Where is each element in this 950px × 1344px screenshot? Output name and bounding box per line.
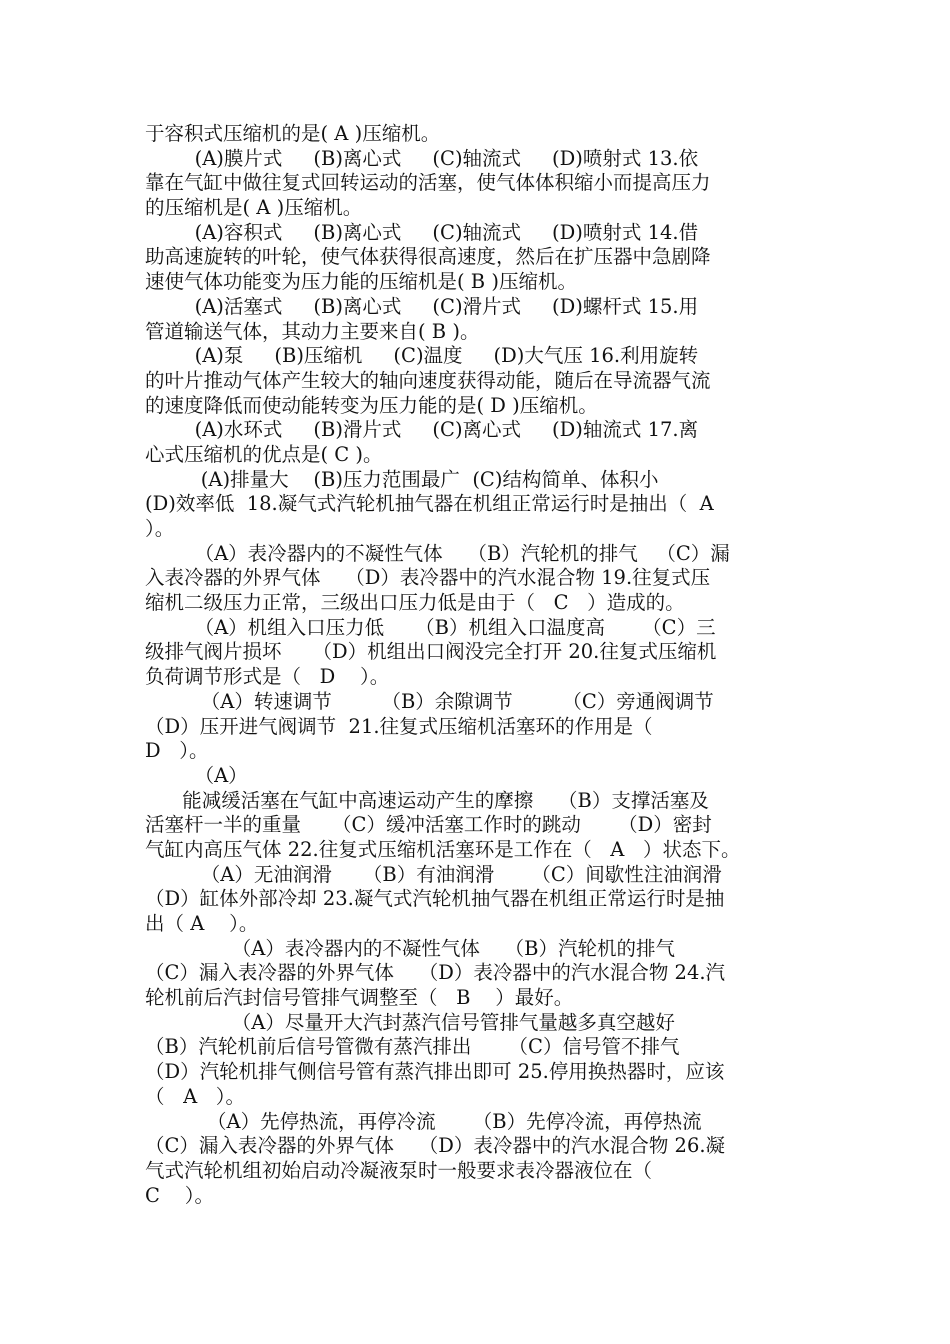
text-line: （A）无油润滑 （B）有油润滑 （C）间歇性注油润滑 bbox=[145, 862, 722, 886]
text-line: （D）缸体外部冷却 23.凝气式汽轮机抽气器在机组正常运行时是抽 bbox=[145, 887, 725, 911]
text-line: （A）机组入口压力低 （B）机组入口温度高 （C）三 bbox=[145, 615, 716, 639]
text-line: (A)容积式 (B)离心式 (C)轴流式 (D)喷射式 14.借 bbox=[145, 220, 699, 244]
text-line: 助高速旋转的叶轮，使气体获得很高速度，然后在扩压器中急剧降 bbox=[145, 245, 711, 269]
text-line: （C）漏入表冷器的外界气体 （D）表冷器中的汽水混合物 26.凝 bbox=[145, 1134, 726, 1158]
text-line: （A）表冷器内的不凝性气体 （B）汽轮机的排气 （C）漏 bbox=[145, 541, 730, 565]
text-line: （C）漏入表冷器的外界气体 （D）表冷器中的汽水混合物 24.汽 bbox=[145, 961, 726, 985]
text-line: 速使气体功能变为压力能的压缩机是( B )压缩机。 bbox=[145, 270, 577, 294]
text-line: （A）尽量开大汽封蒸汽信号管排气量越多真空越好 bbox=[145, 1010, 675, 1034]
text-line: （D）压开进气阀调节 21.往复式压缩机活塞环的作用是（ bbox=[145, 714, 653, 738]
text-line: （B）汽轮机前后信号管微有蒸汽排出 （C）信号管不排气 bbox=[145, 1035, 680, 1059]
text-line: 气式汽轮机组初始启动冷凝液泵时一般要求表冷器液位在（ bbox=[145, 1158, 653, 1182]
text-line: （A）先停热流，再停冷流 （B）先停冷流，再停热流 bbox=[145, 1109, 702, 1133]
text-line: D ）。 bbox=[145, 739, 209, 763]
text-line: (A)水环式 (B)滑片式 (C)离心式 (D)轴流式 17.离 bbox=[145, 418, 699, 442]
text-line: 的压缩机是( A )压缩机。 bbox=[145, 196, 363, 220]
text-line: (A)活塞式 (B)离心式 (C)滑片式 (D)螺杆式 15.用 bbox=[145, 294, 699, 318]
text-line: 负荷调节形式是（ D ）。 bbox=[145, 665, 390, 689]
text-line: (A)膜片式 (B)离心式 (C)轴流式 (D)喷射式 13.依 bbox=[145, 146, 699, 170]
text-line: 级排气阀片损坏 （D）机组出口阀没完全打开 20.往复式压缩机 bbox=[145, 640, 717, 664]
text-line: 活塞杆一半的重量 （C）缓冲活塞工作时的跳动 （D）密封 bbox=[145, 813, 712, 837]
text-line: 能减缓活塞在气缸中高速运动产生的摩擦 （B）支撑活塞及 bbox=[145, 788, 709, 812]
text-line: （ A ）。 bbox=[145, 1084, 246, 1108]
text-line: 的速度降低而使动能转变为压力能的是( D )压缩机。 bbox=[145, 393, 598, 417]
text-line: ）。 bbox=[145, 517, 175, 540]
text-line: 的叶片推动气体产生较大的轴向速度获得动能，随后在导流器气流 bbox=[145, 368, 711, 392]
text-line: 心式压缩机的优点是( C )。 bbox=[145, 442, 383, 466]
text-line: （D）汽轮机排气侧信号管有蒸汽排出即可 25.停用换热器时，应该 bbox=[145, 1060, 725, 1084]
text-line: 缩机二级压力正常，三级出口压力低是由于（ C ）造成的。 bbox=[145, 591, 685, 615]
text-line: （A）表冷器内的不凝性气体 （B）汽轮机的排气 bbox=[145, 936, 675, 960]
text-line: 入表冷器的外界气体 （D）表冷器中的汽水混合物 19.往复式压 bbox=[145, 566, 711, 590]
text-line: （A）转速调节 （B）余隙调节 （C）旁通阀调节 bbox=[145, 689, 714, 713]
text-line: 靠在气缸中做往复式回转运动的活塞，使气体体积缩小而提高压力 bbox=[145, 171, 711, 195]
text-line: C ）。 bbox=[145, 1183, 214, 1207]
text-line: 管道输送气体，其动力主要来自( B )。 bbox=[145, 319, 480, 343]
document-body bbox=[145, 122, 805, 1208]
text-line: (A)泵 (B)压缩机 (C)温度 (D)大气压 16.利用旋转 bbox=[145, 344, 699, 368]
text-line: 出（ A ）。 bbox=[145, 912, 259, 935]
text-line: （A） bbox=[145, 763, 248, 787]
text-line: 气缸内高压气体 22.往复式压缩机活塞环是工作在（ A ）状态下。 bbox=[145, 837, 741, 861]
text-line: (D)效率低 18.凝气式汽轮机抽气器在机组正常运行时是抽出（ A bbox=[145, 492, 714, 516]
text-line: (A)排量大 (B)压力范围最广 (C)结构简单、体积小 bbox=[145, 467, 659, 491]
text-line: 于容积式压缩机的是( A )压缩机。 bbox=[145, 122, 441, 145]
text-line: 轮机前后汽封信号管排气调整至（ B ）最好。 bbox=[145, 986, 574, 1010]
